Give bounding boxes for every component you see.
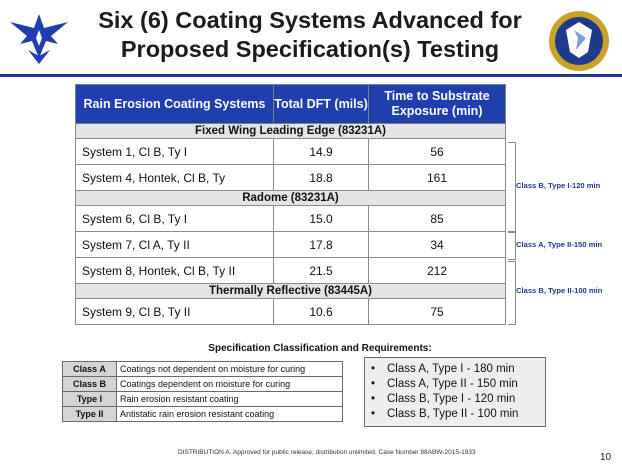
system-name: System 9, Cl B, Ty II [76,299,274,325]
class-description: Coatings not dependent on moisture for curing [117,362,343,377]
requirement-item: • Class A, Type II - 150 min [387,377,545,392]
section-row [76,124,506,139]
title-line-1: Six (6) Coating Systems Advanced for [98,7,522,33]
table-row [76,165,506,191]
page-number: 10 [600,452,612,463]
time-value: 161 [369,165,506,191]
bracket-class-b-type-ii [508,261,516,325]
classification-row [63,392,343,407]
distribution-footer: DISTRIBUTION A. Approved for public release; distribution unlimited. Case Number 88ABW-2015-1933 [178,449,476,456]
header-total-dft: Total DFT (mils) [274,85,369,124]
system-name: System 6, Cl B, Ty I [76,206,274,232]
section-title: Radome (83231A) [76,191,506,206]
page-title [78,6,542,64]
requirements-box [364,357,546,427]
dft-value: 10.6 [274,299,369,325]
bracket-label: Class B, Type II-100 min [516,286,603,295]
bracket-class-a-type-ii [508,232,516,260]
title-divider [0,74,622,77]
class-code: Type II [63,407,117,422]
time-value: 85 [369,206,506,232]
requirement-item: • Class B, Type II - 100 min [387,407,545,422]
dft-value: 18.8 [274,165,369,191]
bracket-label: Class A, Type II-150 min [516,240,603,249]
coating-systems-table [75,84,506,325]
section-row [76,284,506,299]
header-coating-systems: Rain Erosion Coating Systems [76,85,274,124]
class-description: Antistatic rain erosion resistant coating [117,407,343,422]
table-row [76,139,506,165]
dft-value: 21.5 [274,258,369,284]
spec-title: Specification Classification and Requirements: [208,343,432,354]
class-code: Class A [63,362,117,377]
requirement-item: • Class A, Type I - 180 min [387,362,545,377]
requirement-item: • Class B, Type I - 120 min [387,392,545,407]
dft-value: 15.0 [274,206,369,232]
time-value: 212 [369,258,506,284]
class-description: Coatings dependent on moisture for curing [117,377,343,392]
time-value: 75 [369,299,506,325]
time-value: 56 [369,139,506,165]
classification-row [63,407,343,422]
classification-row [63,377,343,392]
table-row [76,258,506,284]
section-row [76,191,506,206]
system-name: System 8, Hontek, Cl B, Ty II [76,258,274,284]
bracket-class-b-type-i [508,142,516,232]
header-time-to-exposure: Time to Substrate Exposure (min) [369,85,506,124]
bracket-label: Class B, Type I-120 min [516,181,601,190]
section-title: Thermally Reflective (83445A) [76,284,506,299]
class-code: Class B [63,377,117,392]
requirements-list [365,362,545,422]
dft-value: 17.8 [274,232,369,258]
classification-table [62,361,343,422]
afrl-shield-icon [546,8,612,74]
table-header-row [76,85,506,124]
dft-value: 14.9 [274,139,369,165]
system-name: System 4, Hontek, Cl B, Ty [76,165,274,191]
system-name: System 1, Cl B, Ty I [76,139,274,165]
table-row [76,299,506,325]
table-row [76,206,506,232]
class-description: Rain erosion resistant coating [117,392,343,407]
class-code: Type I [63,392,117,407]
title-line-2: Proposed Specification(s) Testing [120,36,500,62]
table-row [76,232,506,258]
time-value: 34 [369,232,506,258]
system-name: System 7, Cl A, Ty II [76,232,274,258]
classification-row [63,362,343,377]
air-force-logo-icon [6,8,72,74]
section-title: Fixed Wing Leading Edge (83231A) [76,124,506,139]
